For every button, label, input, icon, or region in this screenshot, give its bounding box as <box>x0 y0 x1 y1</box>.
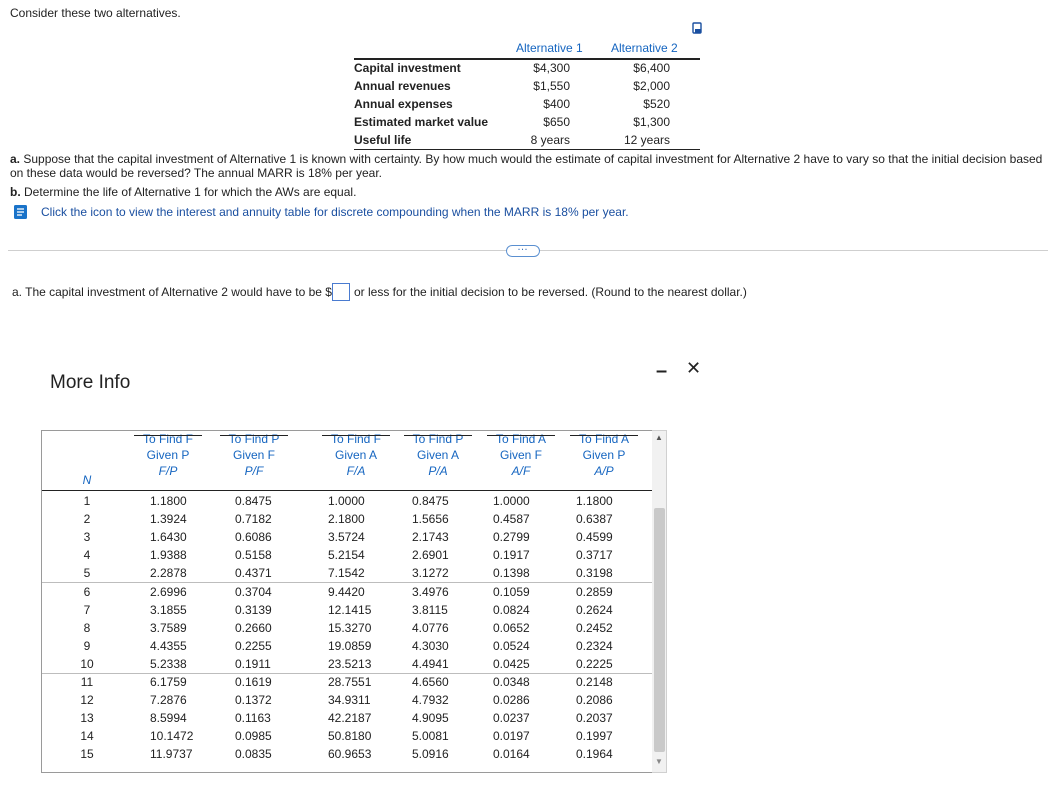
factor-value: 0.3139 <box>235 602 272 617</box>
factor-value: 0.6086 <box>235 530 272 545</box>
factor-value: 2.2878 <box>150 566 187 581</box>
factor-value: 0.3717 <box>576 548 613 563</box>
n-value: 7 <box>83 602 91 617</box>
factor-value: 0.1964 <box>576 747 613 762</box>
alt-row-label: Capital investment <box>354 61 461 75</box>
factor-value: 0.6387 <box>576 512 613 527</box>
scroll-down-arrow-icon[interactable]: ▼ <box>655 757 663 766</box>
n-value: 5 <box>83 566 91 581</box>
alt1-value: $650 <box>543 115 570 129</box>
factor-value: 9.4420 <box>328 584 365 599</box>
alt2-value: 12 years <box>623 133 670 147</box>
question-a <box>10 152 1046 180</box>
factor-value: 0.4371 <box>235 566 272 581</box>
alt1-value: $1,550 <box>533 79 570 93</box>
factor-column-header <box>311 430 401 479</box>
factor-value: 4.0776 <box>412 620 449 635</box>
factor-column-header <box>559 430 649 479</box>
factor-value: 0.4599 <box>576 530 613 545</box>
header-separator <box>42 490 653 491</box>
header-line3: A/F <box>511 464 531 478</box>
more-info-title: More Info <box>50 372 131 393</box>
factor-value: 0.0348 <box>493 675 530 689</box>
factor-value: 0.2624 <box>576 602 613 617</box>
header-line3: F/A <box>346 464 366 478</box>
copy-icon[interactable] <box>690 22 704 36</box>
header-line3: P/A <box>428 464 448 478</box>
factor-value: 0.1163 <box>235 711 271 726</box>
alternative-2-header: Alternative 2 <box>611 41 678 55</box>
alt-row-label: Annual expenses <box>354 97 453 111</box>
n-column-header: N <box>82 473 92 487</box>
header-line3: F/P <box>158 464 178 478</box>
alt2-value: $1,300 <box>633 115 670 129</box>
intro-text: Consider these two alternatives. <box>10 6 181 20</box>
factor-value: 3.1855 <box>150 602 187 617</box>
factor-value: 5.0916 <box>412 747 449 762</box>
factor-value: 34.9311 <box>328 693 371 708</box>
header-line1: To Find A <box>578 432 630 446</box>
header-line1: To Find F <box>142 432 193 446</box>
factor-value: 2.1800 <box>328 512 365 527</box>
n-value: 1 <box>83 494 91 508</box>
header-rule <box>487 435 555 436</box>
factor-value: 0.1997 <box>576 729 613 744</box>
factor-value: 0.1917 <box>493 548 530 563</box>
factor-column-header <box>476 430 566 479</box>
header-line3: A/P <box>594 464 614 478</box>
factor-value: 7.2876 <box>150 693 187 708</box>
header-rule <box>404 435 472 436</box>
factor-value: 1.5656 <box>412 512 449 527</box>
scroll-up-arrow-icon[interactable]: ▲ <box>655 433 663 442</box>
factor-value: 1.3924 <box>150 512 187 527</box>
n-value: 12 <box>80 693 94 708</box>
header-rule <box>220 435 288 436</box>
factor-value: 0.0425 <box>493 656 530 671</box>
header-line1: To Find A <box>495 432 547 446</box>
question-a-prefix: a. <box>10 152 21 166</box>
alt-row-label: Annual revenues <box>354 79 451 93</box>
alt2-value: $520 <box>643 97 670 111</box>
alt-row-label: Estimated market value <box>354 115 489 129</box>
factor-value: 0.0824 <box>493 602 530 617</box>
table-link-text[interactable]: Click the icon to view the interest and annuity table for discrete compounding when the MARR is 18% per year. <box>41 205 629 219</box>
table-bottom-rule <box>354 149 700 150</box>
factor-value: 1.9388 <box>150 548 187 563</box>
factor-value: 0.0835 <box>235 747 272 762</box>
factor-value: 0.0652 <box>493 620 530 635</box>
alt2-value: $6,400 <box>633 61 670 75</box>
factor-value: 2.1743 <box>412 530 449 545</box>
header-line1: To Find P <box>228 432 280 446</box>
n-value: 3 <box>83 530 91 545</box>
factor-value: 6.1759 <box>150 675 187 689</box>
factor-value: 3.8115 <box>412 602 448 617</box>
answer-suffix: or less for the initial decision to be reversed. (Round to the nearest dollar.) <box>353 285 747 299</box>
factor-value: 3.1272 <box>412 566 449 581</box>
factor-value: 1.0000 <box>493 494 530 508</box>
header-line1: To Find F <box>330 432 381 446</box>
n-value: 15 <box>80 747 94 762</box>
factor-value: 0.2799 <box>493 530 530 545</box>
n-value: 4 <box>83 548 91 563</box>
factor-value: 0.5158 <box>235 548 272 563</box>
factor-value: 50.8180 <box>328 729 372 744</box>
factor-value: 10.1472 <box>150 729 194 744</box>
factor-value: 15.3270 <box>328 620 372 635</box>
factor-value: 4.3030 <box>412 638 449 653</box>
factor-value: 0.0286 <box>493 693 530 708</box>
factor-value: 12.1415 <box>328 602 372 617</box>
factor-table <box>41 430 654 773</box>
factor-value: 0.2255 <box>235 638 272 653</box>
factor-value: 1.1800 <box>150 494 187 508</box>
factor-value: 4.7932 <box>412 693 449 708</box>
factor-value: 4.4941 <box>412 656 449 671</box>
factor-column-header <box>393 430 483 479</box>
minimize-button[interactable]: – <box>656 360 668 382</box>
factor-value: 60.9653 <box>328 747 372 762</box>
factor-value: 4.4355 <box>150 638 187 653</box>
factor-value: 4.9095 <box>412 711 449 726</box>
factor-value: 0.2660 <box>235 620 272 635</box>
alt2-value: $2,000 <box>633 79 670 93</box>
header-rule <box>322 435 390 436</box>
factor-value: 7.1542 <box>328 566 365 581</box>
factor-value: 4.6560 <box>412 675 449 689</box>
close-button[interactable]: ✕ <box>686 358 702 378</box>
factor-value: 3.5724 <box>328 530 365 545</box>
factor-value: 0.2225 <box>576 656 613 671</box>
factor-value: 28.7551 <box>328 675 372 689</box>
answer-line <box>12 283 747 301</box>
factor-value: 0.3704 <box>235 584 272 599</box>
factor-value: 3.7589 <box>150 620 187 635</box>
header-line1: To Find P <box>412 432 464 446</box>
header-line2: Given F <box>232 448 275 462</box>
factor-value: 1.1800 <box>576 494 613 508</box>
factor-value: 0.4587 <box>493 512 530 527</box>
header-rule <box>134 435 202 436</box>
n-value: 8 <box>83 620 91 635</box>
expand-label: … <box>517 241 529 253</box>
factor-value: 1.6430 <box>150 530 187 545</box>
factor-value: 0.7182 <box>235 512 272 527</box>
book-icon[interactable] <box>12 204 30 220</box>
n-value: 11 <box>80 675 94 689</box>
factor-value: 0.2148 <box>576 675 613 689</box>
factor-value: 0.1619 <box>235 675 272 689</box>
n-value: 6 <box>83 584 91 599</box>
factor-value: 0.1059 <box>493 584 530 599</box>
factor-value: 0.8475 <box>235 494 272 508</box>
factor-value: 0.0164 <box>493 747 530 762</box>
answer-prefix: a. The capital investment of Alternative 2 would have to be $ <box>12 285 332 299</box>
header-line2: Given P <box>146 448 190 462</box>
answer-input[interactable] <box>332 283 350 301</box>
factor-value: 42.2187 <box>328 711 372 726</box>
factor-value: 8.5994 <box>150 711 187 726</box>
factor-value: 11.9737 <box>150 747 193 762</box>
alt1-value: $4,300 <box>533 61 570 75</box>
factor-column-header <box>209 430 299 479</box>
factor-value: 5.0081 <box>412 729 449 744</box>
factor-value: 0.2037 <box>576 711 613 726</box>
n-value: 13 <box>80 711 94 726</box>
n-value: 14 <box>80 729 94 744</box>
question-b-text: Determine the life of Alternative 1 for which the AWs are equal. <box>24 185 357 199</box>
factor-value: 2.6901 <box>412 548 449 563</box>
factor-value: 1.0000 <box>328 494 365 508</box>
factor-column-header <box>123 430 213 479</box>
factor-value: 0.2859 <box>576 584 613 599</box>
factor-value: 5.2338 <box>150 656 187 671</box>
header-line2: Given F <box>499 448 542 462</box>
factor-value: 0.0985 <box>235 729 272 744</box>
factor-value: 0.2086 <box>576 693 613 708</box>
alternative-1-header: Alternative 1 <box>516 41 583 55</box>
header-rule <box>570 435 638 436</box>
table-top-rule <box>354 58 700 60</box>
header-line2: Given A <box>334 448 378 462</box>
factor-value: 0.2324 <box>576 638 613 653</box>
factor-value: 0.8475 <box>412 494 449 508</box>
header-line2: Given P <box>582 448 626 462</box>
factor-value: 0.3198 <box>576 566 613 581</box>
n-value: 9 <box>83 638 91 653</box>
factor-value: 0.1372 <box>235 693 272 708</box>
factor-value: 0.0197 <box>493 729 530 744</box>
factor-value: 0.1398 <box>493 566 530 581</box>
alt-row-label: Useful life <box>354 133 412 147</box>
header-line2: Given A <box>416 448 460 462</box>
n-value: 2 <box>83 512 91 527</box>
question-a-text: Suppose that the capital investment of Alternative 1 is known with certainty. By how much would the estimate of capital investment for Alternative 2 have to vary so that the initial decision based on these data would be reversed? The annual MARR is 18% per year. <box>10 152 1043 180</box>
factor-value: 0.0237 <box>493 711 530 726</box>
factor-value: 23.5213 <box>328 656 372 671</box>
factor-value: 5.2154 <box>328 548 365 563</box>
factor-value: 19.0859 <box>328 638 372 653</box>
question-b-prefix: b. <box>10 185 21 199</box>
factor-value: 0.2452 <box>576 620 613 635</box>
scrollbar-thumb[interactable] <box>654 508 665 752</box>
factor-value: 3.4976 <box>412 584 449 599</box>
factor-value: 0.1911 <box>235 656 271 671</box>
alt1-value: $400 <box>543 97 570 111</box>
alt1-value: 8 years <box>530 133 570 147</box>
question-b <box>10 185 356 199</box>
expand-button[interactable] <box>506 241 540 257</box>
factor-value: 2.6996 <box>150 584 187 599</box>
header-line3: P/F <box>244 464 264 478</box>
factor-value: 0.0524 <box>493 638 530 653</box>
n-value: 10 <box>80 656 94 671</box>
